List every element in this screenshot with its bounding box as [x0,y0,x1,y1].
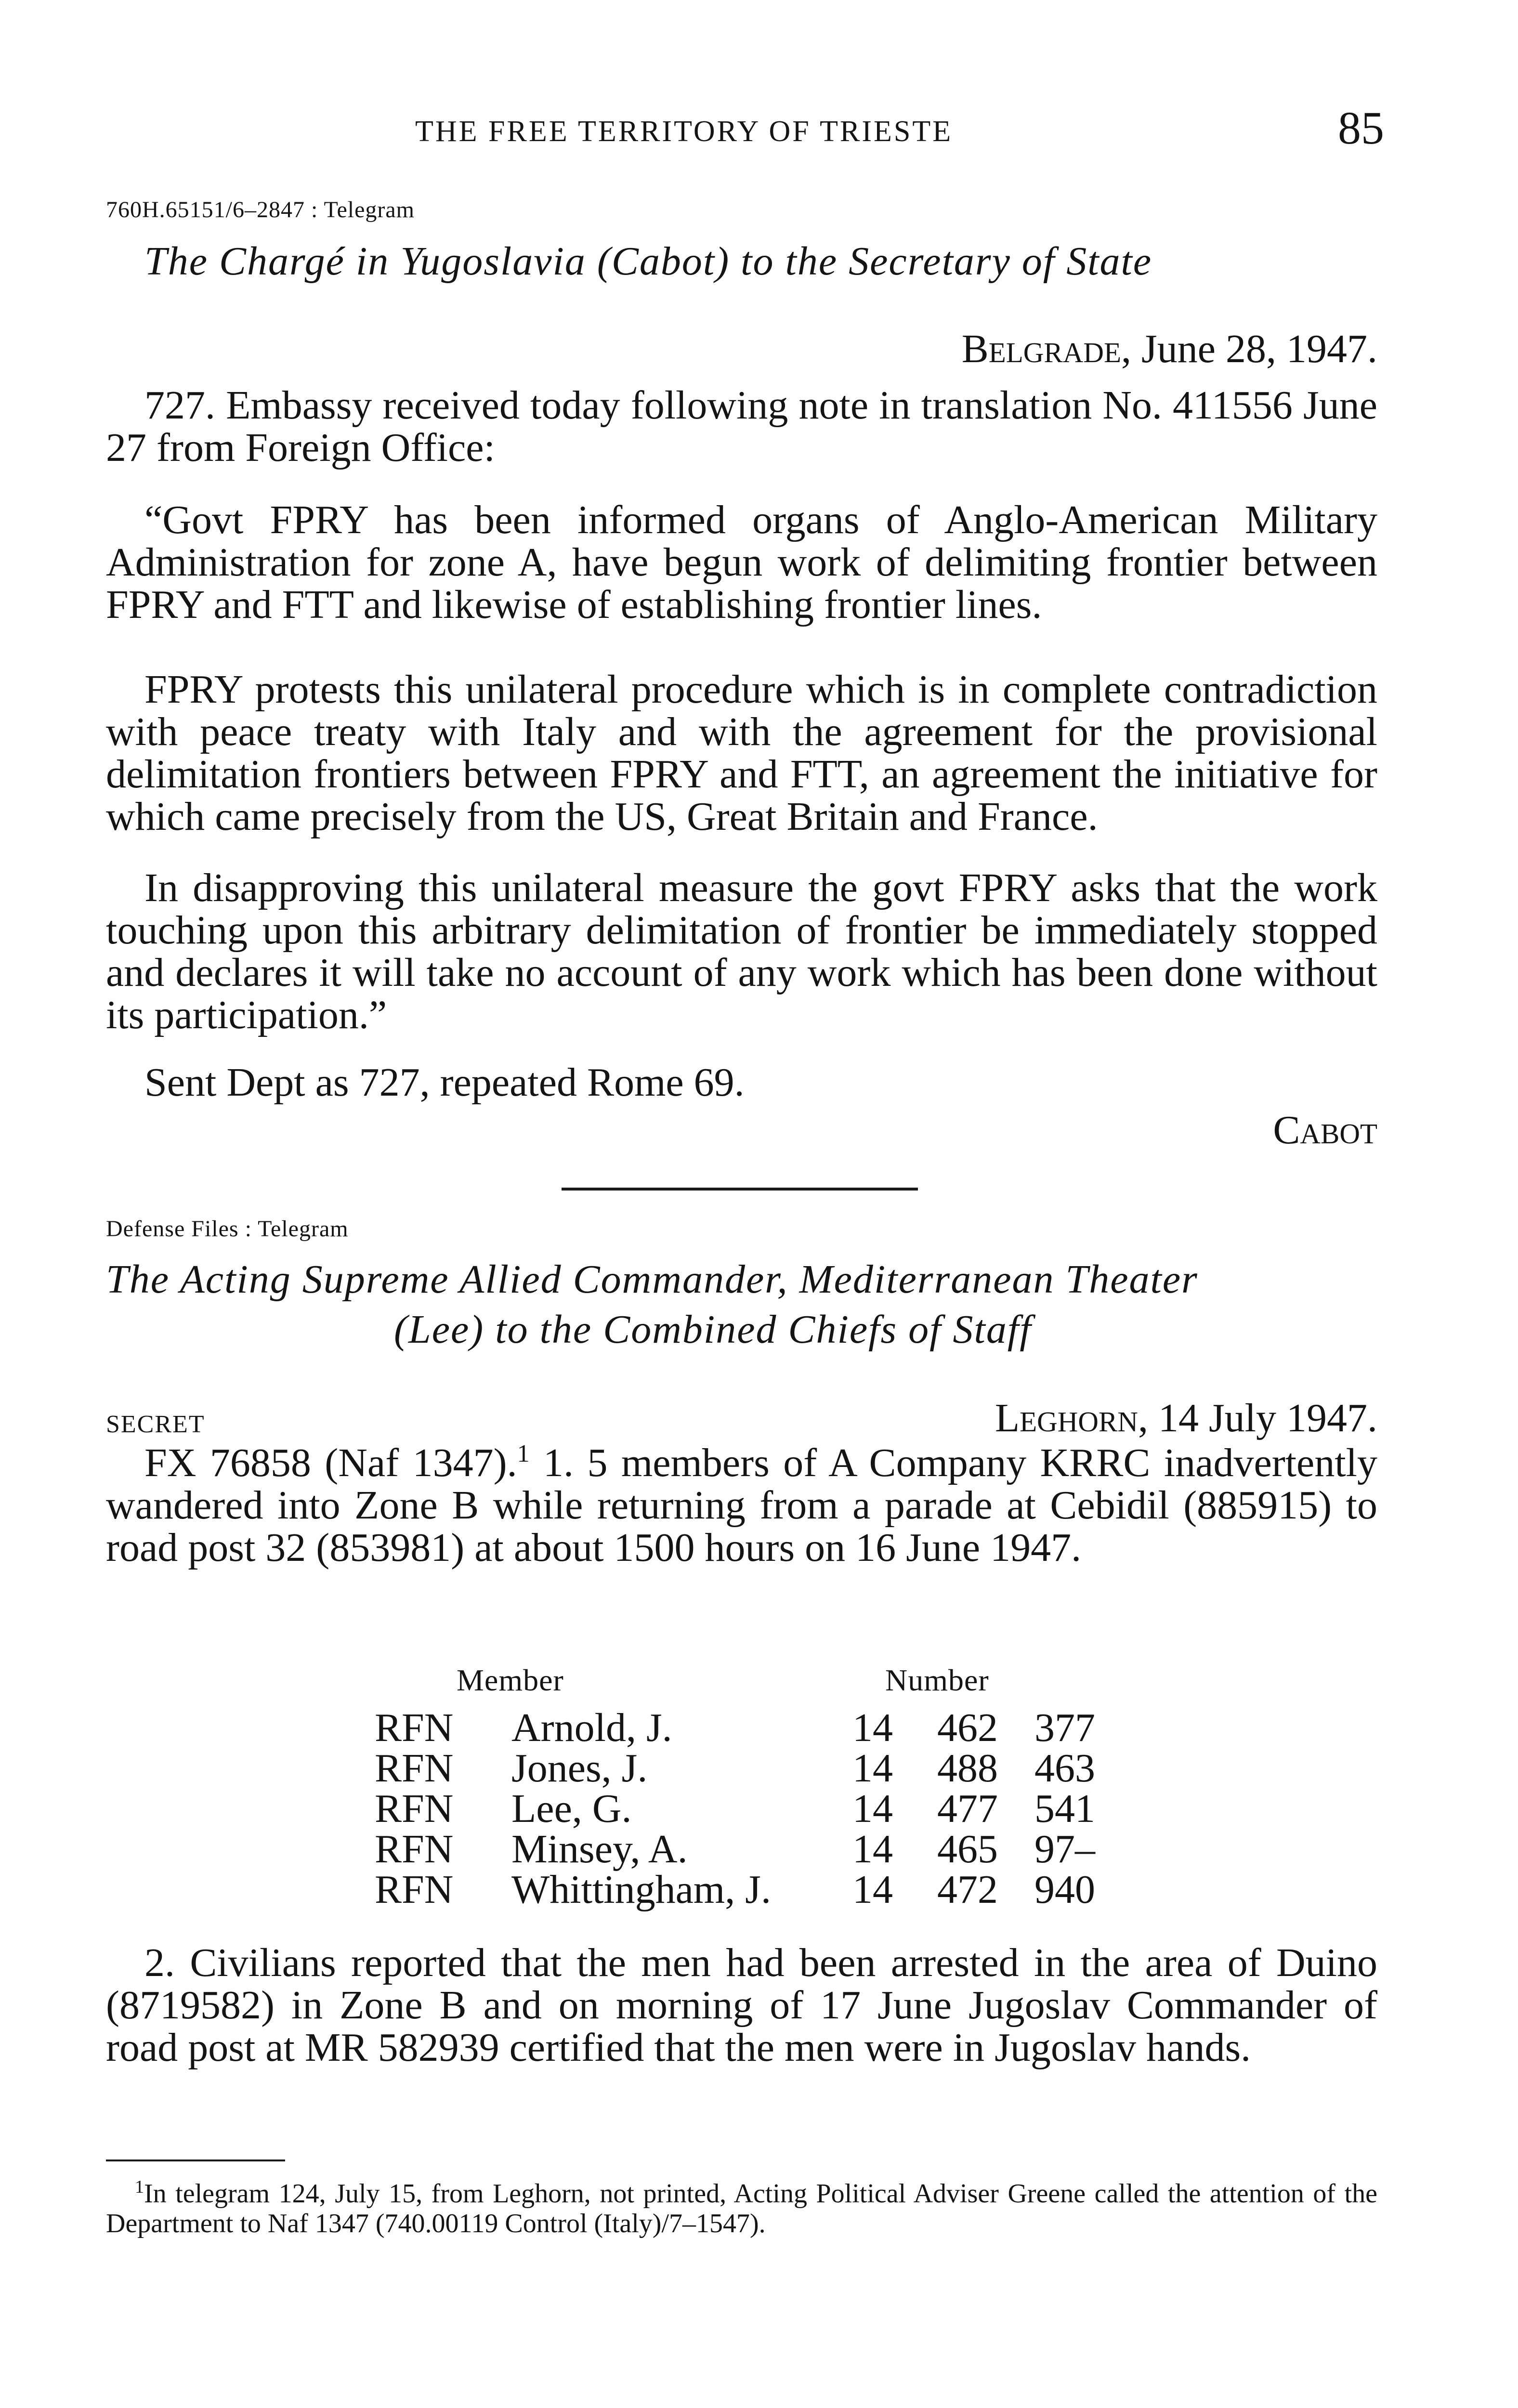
dateline-place: Belgrade, [961,327,1132,371]
section-divider [562,1188,918,1191]
table-header-member: Member [457,1663,564,1697]
table-cell: Arnold, J. [511,1705,672,1750]
table-cell: RFN [375,1746,454,1791]
signature: Cabot [1273,1108,1377,1152]
table-cell: RFN [375,1827,454,1871]
table-cell: Whittingham, J. [511,1867,771,1912]
table-header-number: Number [885,1663,989,1697]
footnote [106,2179,1377,2238]
table-cell: RFN [375,1786,454,1831]
table-column-rank [375,1705,454,1912]
table-cell: 477 [937,1786,998,1831]
table-cell: 940 [1034,1867,1095,1912]
dateline [962,327,1377,371]
footnote-text: In telegram 124, July 15, from Leghorn, not printed, Acting Political Adviser Greene called the attention of the Department to Naf 1347 (740.00119 Control (Italy)/7–1547). [106,2179,1377,2238]
table-column-number-1 [852,1705,893,1912]
document-title-line2: (Lee) to the Combined Chiefs of Staff [394,1307,1032,1352]
table-cell: RFN [375,1867,454,1912]
document-title: The Acting Supreme Allied Commander, Mediterranean Theater [106,1257,1198,1302]
table-cell: 465 [937,1827,998,1871]
table-cell: 472 [937,1867,998,1912]
dateline-place: Leghorn, [995,1396,1148,1440]
paragraph-text: 1. 5 members of A Company KRRC inadvertently wandered into Zone B while returning from a parade at Cebidil (885915) to road post 32 (853981) at about 1500 hours on 16 June 1947. [106,1440,1377,1570]
footnote-divider [106,2159,285,2161]
table-cell: Minsey, A. [511,1827,688,1871]
paragraph: FPRY protests this unilateral procedure which is in complete contradiction with peace treaty with Italy and with the agreement for the provisional delimitation frontiers between FPRY and FTT, an agreement the initiative for which came precisely from the US, Great Britain and France. [106,667,1377,839]
table-cell: RFN [375,1705,454,1750]
table-cell: 14 [852,1827,893,1871]
table-column-name [511,1705,771,1912]
dateline-date: 14 July 1947. [1158,1396,1377,1440]
paragraph: Sent Dept as 727, repeated Rome 69. [144,1060,745,1105]
document-title: The Chargé in Yugoslavia (Cabot) to the Secretary of State [144,239,1152,284]
table-cell: 14 [852,1786,893,1831]
table-cell: Lee, G. [511,1786,632,1831]
table-cell: Jones, J. [511,1746,648,1791]
table-cell: 463 [1034,1746,1095,1791]
footnote-ref: 1 [517,1440,530,1467]
file-reference: 760H.65151/6–2847 : Telegram [106,197,415,222]
table-cell: 97– [1034,1827,1095,1871]
paragraph: 2. Civilians reported that the men had been arrested in the area of Duino (8719582) in Zone B and on morning of 17 June Jugoslav Commander of road post at MR 582939 certified that the men were in Jugoslav hands. [106,1940,1377,2070]
dateline [995,1397,1377,1440]
paragraph [106,1442,1377,1569]
paragraph-text: FX 76858 (Naf 1347). [144,1440,517,1485]
table-cell: 14 [852,1746,893,1791]
file-reference: Defense Files : Telegram [106,1216,349,1242]
table-cell: 377 [1034,1705,1095,1750]
dateline-date: June 28, 1947. [1141,327,1377,371]
paragraph: 727. Embassy received today following note in translation No. 411556 June 27 from Foreign Office: [106,383,1377,470]
running-title: THE FREE TERRITORY OF TRIESTE [415,115,953,148]
table-cell: 14 [852,1705,893,1750]
footnote-marker: 1 [135,2177,144,2197]
paragraph: In disapproving this unilateral measure the govt FPRY asks that the work touching upon this arbitrary delimitation of frontier be immediately stopped and declares it will take no account of any work which has been done without its participation.” [106,865,1377,1037]
page-number: 85 [1338,102,1384,154]
table-cell: 462 [937,1705,998,1750]
table-cell: 488 [937,1746,998,1791]
table-column-number-2 [937,1705,998,1912]
paragraph: “Govt FPRY has been informed organs of Anglo-American Military Administration for zone A, have begun work of delimiting frontier between FPRY and FTT and likewise of establishing frontier lines. [106,497,1377,627]
table-column-number-3 [1034,1705,1095,1912]
table-cell: 541 [1034,1786,1095,1831]
classification-label: SECRET [106,1411,205,1438]
table-cell: 14 [852,1867,893,1912]
